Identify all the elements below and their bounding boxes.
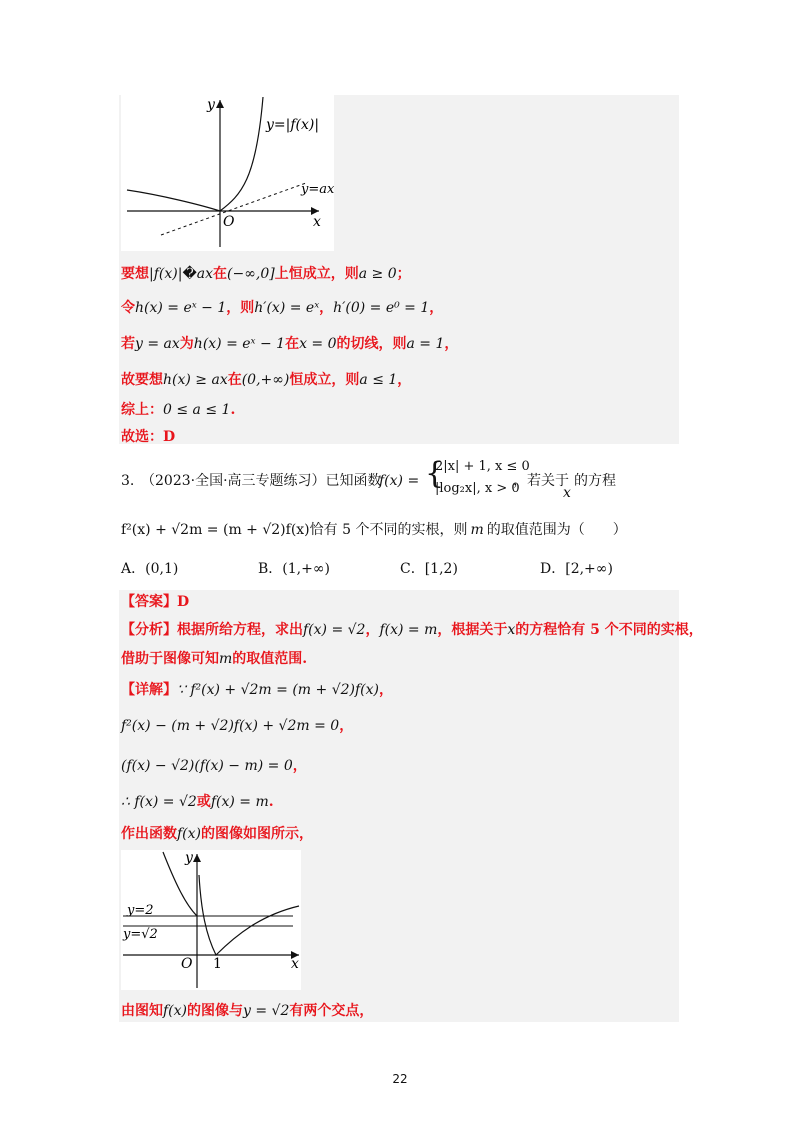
prev-line-1: 要想|f(x)|�ax在(−∞,0]上恒成立，则a ≥ 0； bbox=[121, 266, 411, 282]
draw-line: 作出函数f(x)的图像如图所示， bbox=[121, 826, 314, 842]
piecewise-brace: { bbox=[425, 456, 445, 491]
label-line: y=ax bbox=[301, 182, 334, 197]
label-curve: y=|f(x)| bbox=[266, 117, 320, 133]
step-2: (f(x) − √2)(f(x) − m) = 0， bbox=[121, 758, 307, 774]
prev-line-3: 若y = ax为h(x) = eˣ − 1在x = 0的切线，则a = 1， bbox=[121, 336, 459, 352]
graph-abs-f-and-ax bbox=[121, 95, 334, 251]
graph-f bbox=[121, 850, 301, 990]
label-y: y bbox=[185, 850, 193, 866]
label-x: x bbox=[313, 214, 321, 230]
label-x: x bbox=[291, 956, 299, 972]
step-1: f²(x) − (m + √2)f(x) + √2m = 0， bbox=[121, 718, 354, 734]
label-y-sqrt2: y=√2 bbox=[123, 927, 158, 942]
label-y: y bbox=[207, 97, 215, 113]
question-line-2: f²(x) + √2m = (m + √2)f(x)恰有 5 个不同的实根，则 m 的取值范围为（ ） bbox=[121, 522, 627, 538]
prev-line-5: 综上：0 ≤ a ≤ 1. bbox=[121, 402, 236, 418]
option-b[interactable]: B．(1,+∞) bbox=[258, 561, 330, 577]
label-y-2: y=2 bbox=[127, 903, 154, 918]
prev-line-4: 故要想h(x) ≥ ax在(0,+∞)恒成立，则a ≤ 1， bbox=[121, 372, 412, 388]
final-line: 由图知f(x)的图像与y = √2有两个交点， bbox=[121, 1003, 374, 1019]
label-origin: O bbox=[223, 214, 235, 230]
page-number: 22 bbox=[392, 1072, 408, 1086]
detail-line: 【详解】∵ f²(x) + √2m = (m + √2)f(x)， bbox=[121, 682, 393, 698]
label-origin: O bbox=[181, 956, 193, 972]
option-d[interactable]: D．[2,+∞) bbox=[540, 561, 613, 577]
analysis-line-1: 【分析】根据所给方程，求出f(x) = √2，f(x) = m，根据关于x的方程恰有 5 个不同的实根， bbox=[121, 622, 703, 638]
option-a[interactable]: A．(0,1) bbox=[121, 561, 179, 577]
analysis-line-2: 借助于图像可知m的取值范围. bbox=[121, 651, 308, 667]
answer-line: 【答案】D bbox=[121, 594, 190, 610]
prev-line-2: 令h(x) = eˣ − 1，则h′(x) = eˣ，h′(0) = e⁰ = 1， bbox=[121, 300, 444, 316]
label-one: 1 bbox=[213, 956, 222, 972]
step-3: ∴ f(x) = √2或f(x) = m. bbox=[121, 794, 274, 810]
option-c[interactable]: C．[1,2) bbox=[400, 561, 458, 577]
prev-choice: 故选：D bbox=[121, 429, 176, 445]
